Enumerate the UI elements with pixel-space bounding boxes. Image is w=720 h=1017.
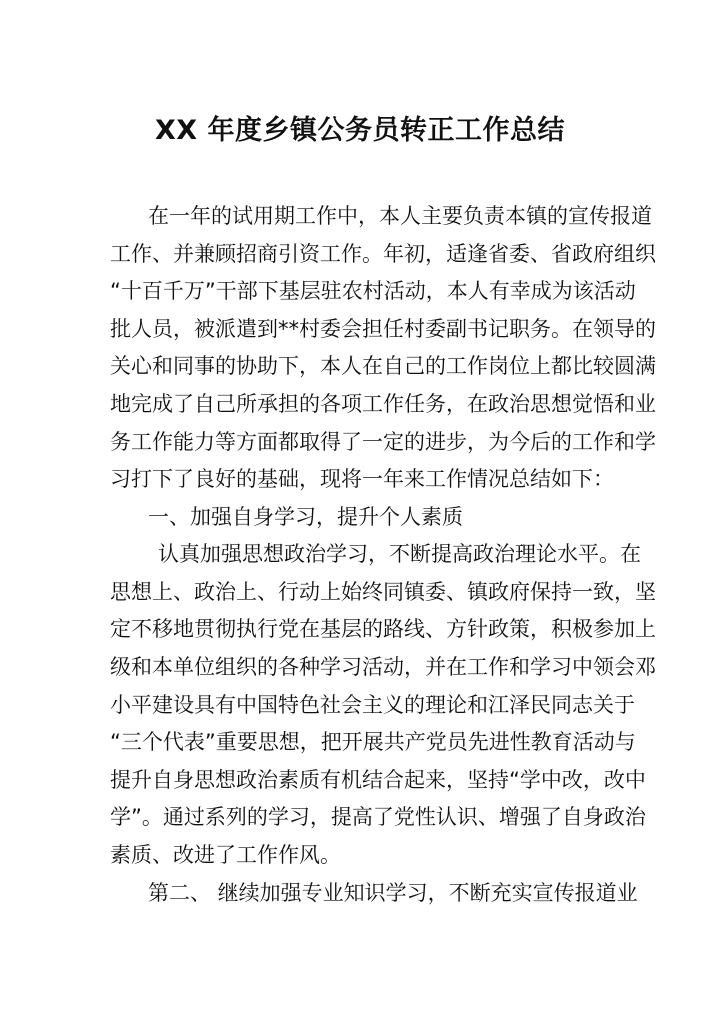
paragraph-line: 提升自身思想政治素质有机结合起来，坚持“学中改，改中 [110, 768, 646, 792]
paragraph-line: 关心和同事的协助下，本人在自己的工作岗位上都比较圆满 [110, 354, 656, 378]
paragraph-line: 习打下了良好的基础，现将一年来工作情况总结如下： [110, 467, 614, 491]
paragraph-line: 批人员，被派遣到**村委会担任村委副书记职务。在领导的 [110, 317, 656, 341]
paragraph-line: 素质、改进了工作作风。 [110, 843, 341, 867]
paragraph-line: 定不移地贯彻执行党在基层的路线、方针政策，积极参加上 [110, 617, 656, 641]
section-heading: 第二、 继续加强专业知识学习，不断充实宣传报道业 [148, 881, 638, 905]
paragraph-line: 小平建设具有中国特色社会主义的理论和江泽民同志关于 [110, 693, 635, 717]
paragraph-line: 学”。通过系列的学习，提高了党性认识、增强了自身政治 [110, 805, 646, 829]
paragraph-line: “三个代表”重要思想，把开展共产党员先进性教育活动与 [110, 730, 636, 754]
paragraph-line: 地完成了自己所承担的各项工作任务，在政治思想觉悟和业 [110, 392, 656, 416]
paragraph-line: 级和本单位组织的各种学习活动，并在工作和学习中领会邓 [110, 655, 656, 679]
paragraph-line: “十百千万”干部下基层驻农村活动，本人有幸成为该活动 [110, 279, 636, 303]
paragraph-line: 在一年的试用期工作中，本人主要负责本镇的宣传报道 [148, 204, 652, 228]
paragraph-line: 思想上、政治上、行动上始终同镇委、镇政府保持一致，坚 [110, 580, 656, 604]
document-title: XX 年度乡镇公务员转正工作总结 [154, 115, 566, 146]
section-heading: 一、加强自身学习，提升个人素质 [148, 505, 463, 529]
paragraph-line: 工作、并兼顾招商引资工作。年初，适逢省委、省政府组织 [110, 242, 656, 266]
paragraph-line: 务工作能力等方面都取得了一定的进步，为今后的工作和学 [110, 430, 656, 454]
paragraph-line: 认真加强思想政治学习，不断提高政治理论水平。在 [158, 542, 641, 566]
